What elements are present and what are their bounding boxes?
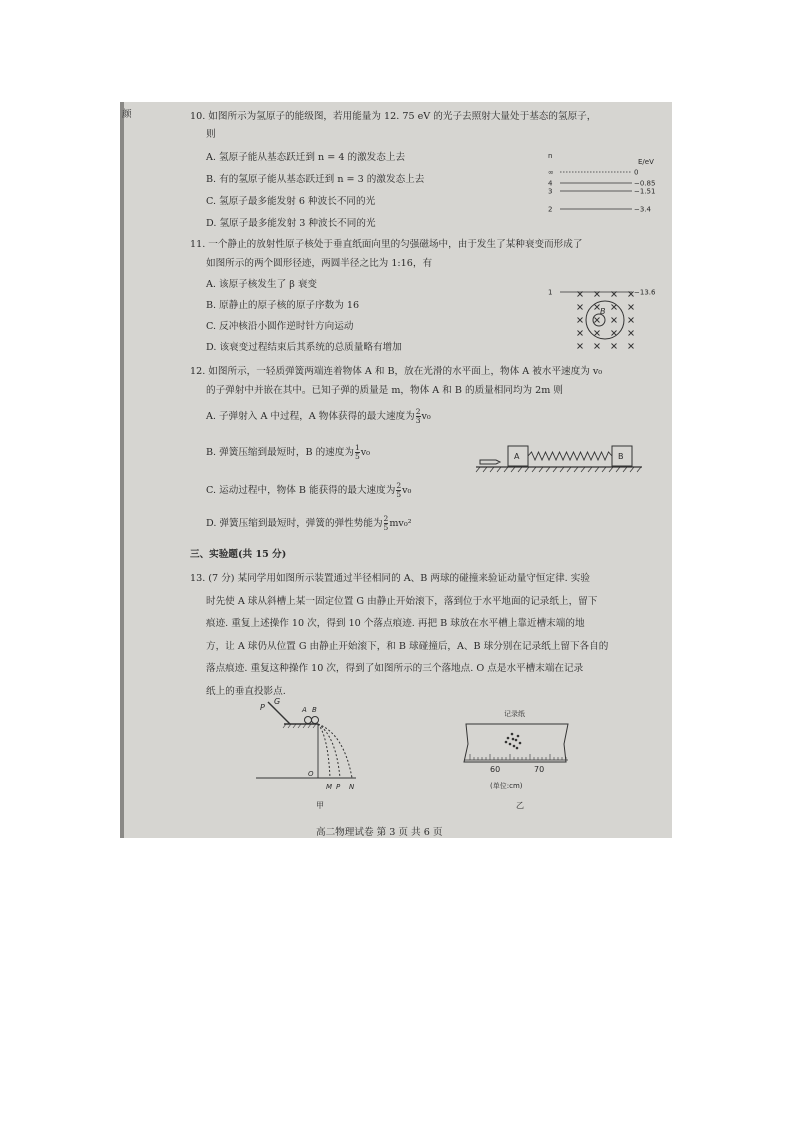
energy-level-diagram bbox=[546, 152, 666, 302]
q11-stem-line2: 如图所示的两个圆形径迹，两圆半径之比为 1:16，有 bbox=[206, 258, 433, 269]
ground-hatch bbox=[623, 467, 627, 472]
spring-shape bbox=[528, 452, 612, 460]
q13-line-3: 痕迹. 重复上述操作 10 次，得到 10 个落点痕迹. 再把 B 球放在水平槽上靠近槽末端的地 bbox=[206, 618, 585, 629]
q11-stem-line1: 11. 一个静止的放射性原子核处于垂直纸面向里的匀强磁场中，由于发生了某种衰变而形成了 bbox=[190, 239, 583, 250]
field-cross-icon bbox=[612, 331, 617, 336]
ground-hatch bbox=[525, 467, 529, 472]
level-n-1: 4 bbox=[548, 179, 553, 188]
field-cross-icon bbox=[629, 318, 634, 323]
field-cross-icon bbox=[612, 292, 617, 297]
trajectory-m bbox=[318, 724, 330, 778]
q10-option-c: C. 氢原子最多能发射 6 种波长不同的光 bbox=[206, 196, 376, 207]
landing-mark bbox=[513, 745, 516, 748]
n-axis-label: n bbox=[548, 152, 553, 160]
ground-hatch bbox=[637, 467, 641, 472]
level-n-2: 3 bbox=[548, 187, 553, 196]
q12-d-unit: mv₀² bbox=[389, 518, 412, 529]
field-cross-icon bbox=[595, 344, 600, 349]
field-cross-icon bbox=[578, 318, 583, 323]
landing-mark bbox=[509, 743, 512, 746]
q12-b-den: 5 bbox=[354, 452, 360, 461]
q10-option-a: A. 氢原子能从基态跃迁到 n = 4 的激发态上去 bbox=[206, 152, 406, 163]
q12-c-text: C. 运动过程中，物体 B 能获得的最大速度为 bbox=[206, 485, 396, 496]
q13-line-2: 时先使 A 球从斜槽上某一固定位置 G 由静止开始滚下，落到位于水平地面的记录纸上，留下 bbox=[206, 595, 598, 607]
field-cross-icon bbox=[595, 331, 600, 336]
block-a-label: A bbox=[514, 452, 520, 461]
ground-hatch bbox=[518, 467, 522, 472]
ruler-label-60: 60 bbox=[490, 765, 501, 774]
ground-hatch bbox=[504, 467, 508, 472]
q12-stem-line1: 12. 如图所示，一轻质弹簧两端连着物体 A 和 B，放在光滑的水平面上，物体 A 被水平速度为 v₀ bbox=[190, 366, 603, 377]
collision-apparatus-diagram bbox=[256, 696, 356, 794]
field-cross-icon bbox=[578, 292, 583, 297]
record-paper-diagram bbox=[460, 710, 572, 790]
landing-mark bbox=[505, 741, 508, 744]
q12-b-num: 1 bbox=[354, 443, 360, 452]
q10-stem-line2: 则 bbox=[206, 129, 216, 140]
ground-hatch bbox=[602, 467, 606, 472]
spring-blocks-diagram bbox=[476, 440, 646, 472]
field-cross-icon bbox=[595, 292, 600, 297]
ground-hatch bbox=[546, 467, 550, 472]
q12-a-den: 3 bbox=[415, 416, 421, 425]
energy-axis-label: E/eV bbox=[638, 158, 654, 166]
ground-hatch bbox=[574, 467, 578, 472]
level-n-4: 1 bbox=[548, 288, 553, 297]
q12-a-unit: v₀ bbox=[421, 411, 431, 422]
q12-c-fraction bbox=[396, 482, 401, 499]
ruler-label-70: 70 bbox=[534, 765, 545, 774]
level-energy-1: −0.85 bbox=[634, 179, 656, 188]
block-b-label: B bbox=[618, 452, 624, 461]
fig1-label-b: B bbox=[312, 706, 317, 714]
q12-c-num: 2 bbox=[396, 481, 402, 490]
record-paper-label: 记录纸 bbox=[504, 710, 525, 718]
q12-a-num: 2 bbox=[415, 407, 421, 416]
fig2-caption: 乙 bbox=[516, 801, 524, 810]
ground-hatch bbox=[532, 467, 536, 472]
field-label: B bbox=[600, 307, 606, 316]
fig1-label-n: N bbox=[349, 783, 355, 791]
q12-b-fraction bbox=[355, 444, 360, 461]
field-cross-icon bbox=[629, 331, 634, 336]
q11-option-b: B. 原静止的原子核的原子序数为 16 bbox=[206, 300, 360, 311]
q13-line-5: 落点痕迹. 重复这种操作 10 次，得到了如图所示的三个落地点. O 点是水平槽末端在记录 bbox=[206, 663, 584, 674]
landing-mark bbox=[517, 735, 520, 738]
ball-b bbox=[312, 717, 319, 724]
ground-hatch bbox=[630, 467, 634, 472]
field-cross-icon bbox=[578, 305, 583, 310]
level-energy-0: 0 bbox=[634, 168, 639, 177]
q13-line-4: 方，让 A 球仍从位置 G 由静止开始滚下，和 B 球碰撞后，A、B 球分别在记录纸上留下各自的 bbox=[206, 640, 609, 652]
field-cross-icon bbox=[578, 331, 583, 336]
paper-outline bbox=[464, 724, 568, 762]
q12-d-text: D. 弹簧压缩到最短时，弹簧的弹性势能为 bbox=[206, 518, 383, 529]
q12-c-unit: v₀ bbox=[402, 485, 412, 496]
landing-mark bbox=[516, 747, 519, 750]
q12-a-fraction bbox=[416, 408, 421, 425]
fig1-label-g: G bbox=[274, 697, 281, 706]
q13-line-1: 13. (7 分) 某同学用如图所示装置通过半径相同的 A、B 两球的碰撞来验证动量守恒定律. 实验 bbox=[190, 573, 590, 584]
section-three-heading: 三、实验题(共 15 分) bbox=[190, 549, 287, 560]
q10-option-d: D. 氢原子最多能发射 3 种波长不同的光 bbox=[206, 218, 376, 229]
q12-d-den: 5 bbox=[383, 523, 389, 532]
field-cross-icon bbox=[578, 344, 583, 349]
field-cross-icon bbox=[612, 305, 617, 310]
ground-hatch bbox=[609, 467, 613, 472]
ground-hatch bbox=[483, 467, 487, 472]
q12-c-den: 5 bbox=[396, 490, 402, 499]
q11-option-a: A. 该原子核发生了 β 衰变 bbox=[206, 279, 318, 290]
landing-mark bbox=[512, 738, 515, 741]
unit-label: (单位:cm) bbox=[490, 782, 523, 790]
level-energy-4: −13.6 bbox=[634, 288, 656, 297]
level-energy-2: −1.51 bbox=[634, 187, 656, 196]
page-footer: 高二物理试卷 第 3 页 共 6 页 bbox=[316, 827, 443, 838]
q13-line-6: 纸上的垂直投影点. bbox=[206, 685, 286, 697]
landing-mark bbox=[511, 733, 514, 736]
field-cross-icon bbox=[612, 344, 617, 349]
q12-option-b bbox=[206, 444, 370, 461]
level-n-0: ∞ bbox=[548, 168, 554, 177]
q10-stem-line1: 10. 如图所示为氢原子的能级图，若用能量为 12. 75 eV 的光子去照射大量处于基态的氢原子， bbox=[190, 111, 597, 122]
ground-hatch bbox=[588, 467, 592, 472]
bullet-shape bbox=[480, 460, 500, 464]
field-cross-icon bbox=[595, 305, 600, 310]
q12-d-num: 2 bbox=[383, 514, 389, 523]
fig1-label-m: M bbox=[326, 783, 333, 791]
q10-option-b: B. 有的氢原子能从基态跃迁到 n = 3 的激发态上去 bbox=[206, 174, 425, 185]
fig1-label-o: O bbox=[308, 770, 314, 778]
landing-mark bbox=[515, 739, 518, 742]
q12-d-fraction bbox=[384, 515, 389, 532]
field-cross-icon bbox=[612, 318, 617, 323]
landing-mark bbox=[507, 737, 510, 740]
ground-hatch bbox=[581, 467, 585, 472]
q12-option-a bbox=[206, 408, 431, 425]
q12-b-unit: v₀ bbox=[360, 447, 371, 458]
ground-hatch bbox=[539, 467, 543, 472]
field-cross-icon bbox=[629, 305, 634, 310]
q12-a-text: A. 子弹射入 A 中过程，A 物体获得的最大速度为 bbox=[206, 411, 415, 422]
fig1-label-p2: P bbox=[336, 783, 341, 791]
page-edge-shadow bbox=[120, 102, 124, 838]
level-n-3: 2 bbox=[548, 205, 553, 214]
ground-hatch bbox=[476, 467, 480, 472]
q11-option-c: C. 反冲核沿小圆作逆时针方向运动 bbox=[206, 321, 354, 332]
ground-hatch bbox=[497, 467, 501, 472]
q12-option-c bbox=[206, 482, 411, 499]
fig1-label-a: A bbox=[302, 706, 307, 714]
q12-stem-line2: 的子弹射中并嵌在其中。已知子弹的质量是 m，物体 A 和 B 的质量相同均为 2m 则 bbox=[206, 385, 564, 396]
field-cross-icon bbox=[629, 344, 634, 349]
trajectory-p bbox=[318, 724, 340, 778]
fig1-caption: 甲 bbox=[316, 801, 324, 810]
ground-hatch bbox=[511, 467, 515, 472]
ground-hatch bbox=[560, 467, 564, 472]
ground-hatch bbox=[595, 467, 599, 472]
ball-a bbox=[305, 717, 312, 724]
q12-b-text: B. 弹簧压缩到最短时，B 的速度为 bbox=[206, 447, 354, 458]
margin-char: 颜 bbox=[122, 109, 132, 120]
q11-option-d: D. 该衰变过程结束后其系统的总质量略有增加 bbox=[206, 342, 402, 353]
magnetic-field-diagram bbox=[574, 290, 636, 350]
fig1-label-p: P bbox=[260, 703, 265, 712]
q12-option-d bbox=[206, 515, 412, 532]
field-cross-icon bbox=[595, 318, 600, 323]
level-energy-3: −3.4 bbox=[634, 205, 651, 214]
ground-hatch bbox=[616, 467, 620, 472]
ground-hatch bbox=[490, 467, 494, 472]
field-cross-icon bbox=[629, 292, 634, 297]
exam-page-photo bbox=[120, 102, 672, 838]
ground-hatch bbox=[553, 467, 557, 472]
ground-hatch bbox=[567, 467, 571, 472]
landing-mark bbox=[519, 742, 522, 745]
